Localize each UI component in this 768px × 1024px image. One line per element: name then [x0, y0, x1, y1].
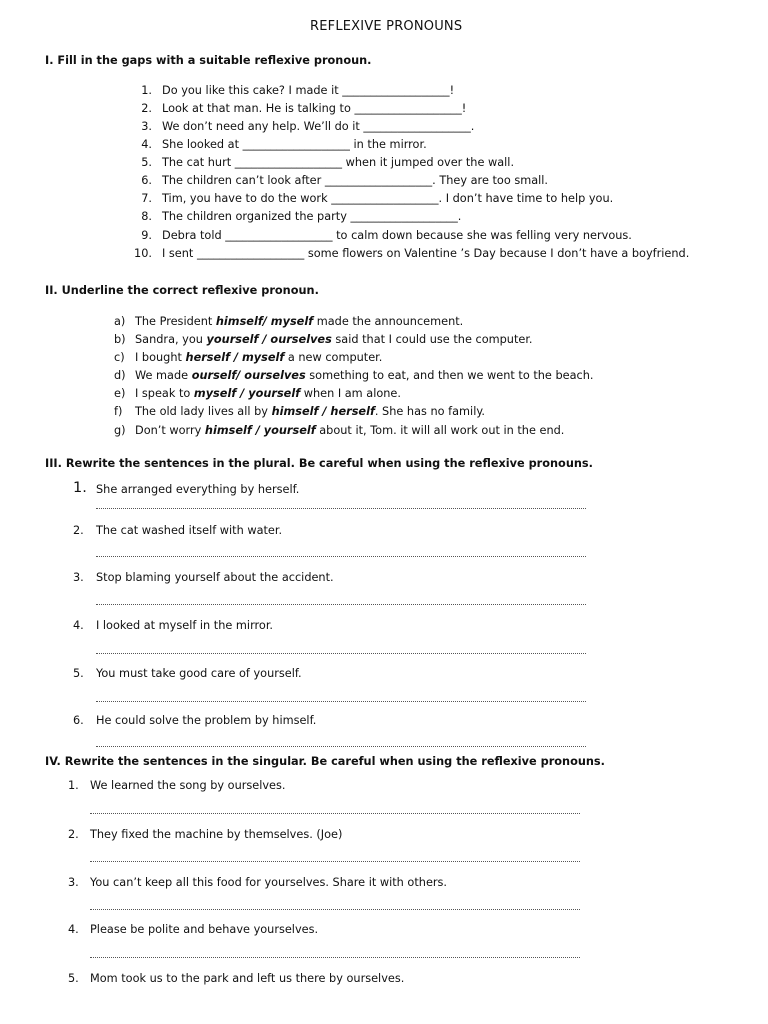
gap-fill-sentence: The children can’t look after ___________________. They are too small. [162, 174, 549, 187]
list-item [114, 351, 382, 364]
item-number: 8. [141, 210, 152, 223]
answer-line[interactable] [96, 508, 586, 509]
gap-fill-sentence: I sent ___________________ some flowers on Valentine ’s Day because I don’t have a boyfriend. [162, 247, 690, 260]
rewrite-sentence: I looked at myself in the mirror. [96, 619, 274, 632]
section-3-heading: III. Rewrite the sentences in the plural. Be careful when using the reflexive pronouns. [45, 457, 593, 470]
answer-line[interactable] [90, 861, 580, 862]
list-item [114, 405, 485, 418]
pronoun-choice: himself/ myself [215, 315, 314, 328]
list-item [114, 424, 564, 437]
item-number: 5. [73, 667, 84, 680]
gap-fill-sentence: She looked at ___________________ in the mirror. [162, 138, 427, 151]
page-title: REFLEXIVE PRONOUNS [310, 19, 463, 34]
item-number: 10. [134, 247, 152, 260]
gap-fill-sentence: We don’t need any help. We’ll do it ___________________. [162, 120, 475, 133]
answer-line[interactable] [96, 701, 586, 702]
sentence-start: The old lady lives all by [135, 405, 272, 418]
sentence-end: when I am alone. [300, 387, 401, 400]
item-number: 7. [141, 192, 152, 205]
item-number: 3. [68, 876, 79, 889]
item-letter: f) [114, 405, 123, 418]
item-letter: b) [114, 333, 126, 346]
item-number: 2. [141, 102, 152, 115]
section-2-heading: II. Underline the correct reflexive pronoun. [45, 284, 319, 297]
item-number: 3. [73, 571, 84, 584]
item-number: 1. [141, 84, 152, 97]
answer-line[interactable] [90, 813, 580, 814]
item-number: 5. [68, 972, 79, 985]
item-number: 2. [68, 828, 79, 841]
gap-fill-sentence: Tim, you have to do the work ___________________. I don’t have time to help you. [162, 192, 614, 205]
item-letter: e) [114, 387, 126, 400]
item-letter: d) [114, 369, 126, 382]
list-item [114, 333, 533, 346]
item-letter: g) [114, 424, 126, 437]
item-number: 5. [141, 156, 152, 169]
item-number: 3. [141, 120, 152, 133]
answer-line[interactable] [96, 746, 586, 747]
rewrite-sentence: Stop blaming yourself about the accident. [96, 571, 334, 584]
pronoun-choice: ourself/ ourselves [191, 369, 306, 382]
pronoun-choice: himself / yourself [204, 424, 316, 437]
list-item [114, 387, 401, 400]
sentence-start: I bought [135, 351, 186, 364]
rewrite-sentence: They fixed the machine by themselves. (Joe) [90, 828, 343, 841]
item-number: 1. [73, 480, 87, 496]
pronoun-choice: yourself / ourselves [206, 333, 332, 346]
rewrite-sentence: Please be polite and behave yourselves. [90, 923, 319, 936]
section-1-heading: I. Fill in the gaps with a suitable reflexive pronoun. [45, 54, 372, 67]
gap-fill-sentence: The children organized the party ___________________. [162, 210, 462, 223]
gap-fill-sentence: The cat hurt ___________________ when it jumped over the wall. [162, 156, 515, 169]
list-item [114, 315, 463, 328]
answer-line[interactable] [96, 604, 586, 605]
rewrite-sentence: We learned the song by ourselves. [90, 779, 286, 792]
rewrite-sentence: Mom took us to the park and left us there by ourselves. [90, 972, 405, 985]
answer-line[interactable] [96, 556, 586, 557]
rewrite-sentence: You must take good care of yourself. [96, 667, 302, 680]
item-number: 9. [141, 229, 152, 242]
sentence-start: We made [135, 369, 192, 382]
list-item [114, 369, 593, 382]
sentence-end: something to eat, and then we went to the beach. [305, 369, 594, 382]
answer-line[interactable] [96, 653, 586, 654]
item-number: 2. [73, 524, 84, 537]
sentence-end: a new computer. [284, 351, 383, 364]
sentence-start: The President [135, 315, 216, 328]
sentence-end: . She has no family. [374, 405, 485, 418]
gap-fill-sentence: Debra told ___________________ to calm down because she was felling very nervous. [162, 229, 632, 242]
item-number: 6. [141, 174, 152, 187]
item-number: 4. [68, 923, 79, 936]
sentence-end: made the announcement. [313, 315, 464, 328]
pronoun-choice: myself / yourself [193, 387, 301, 400]
answer-line[interactable] [90, 909, 580, 910]
item-number: 4. [141, 138, 152, 151]
item-number: 4. [73, 619, 84, 632]
rewrite-sentence: The cat washed itself with water. [96, 524, 283, 537]
item-letter: a) [114, 315, 126, 328]
sentence-start: Don’t worry [135, 424, 205, 437]
gap-fill-sentence: Look at that man. He is talking to ___________________! [162, 102, 467, 115]
sentence-end: about it, Tom. it will all work out in the end. [315, 424, 565, 437]
sentence-end: said that I could use the computer. [331, 333, 533, 346]
rewrite-sentence: He could solve the problem by himself. [96, 714, 317, 727]
item-letter: c) [114, 351, 125, 364]
sentence-start: Sandra, you [135, 333, 207, 346]
pronoun-choice: himself / herself [271, 405, 375, 418]
answer-line[interactable] [90, 957, 580, 958]
item-number: 1. [68, 779, 79, 792]
rewrite-sentence: You can’t keep all this food for yourselves. Share it with others. [90, 876, 448, 889]
sentence-start: I speak to [135, 387, 194, 400]
rewrite-sentence: She arranged everything by herself. [96, 483, 300, 496]
pronoun-choice: herself / myself [185, 351, 285, 364]
item-number: 6. [73, 714, 84, 727]
section-4-heading: IV. Rewrite the sentences in the singular. Be careful when using the reflexive pronouns. [45, 755, 605, 768]
gap-fill-sentence: Do you like this cake? I made it ___________________! [162, 84, 455, 97]
